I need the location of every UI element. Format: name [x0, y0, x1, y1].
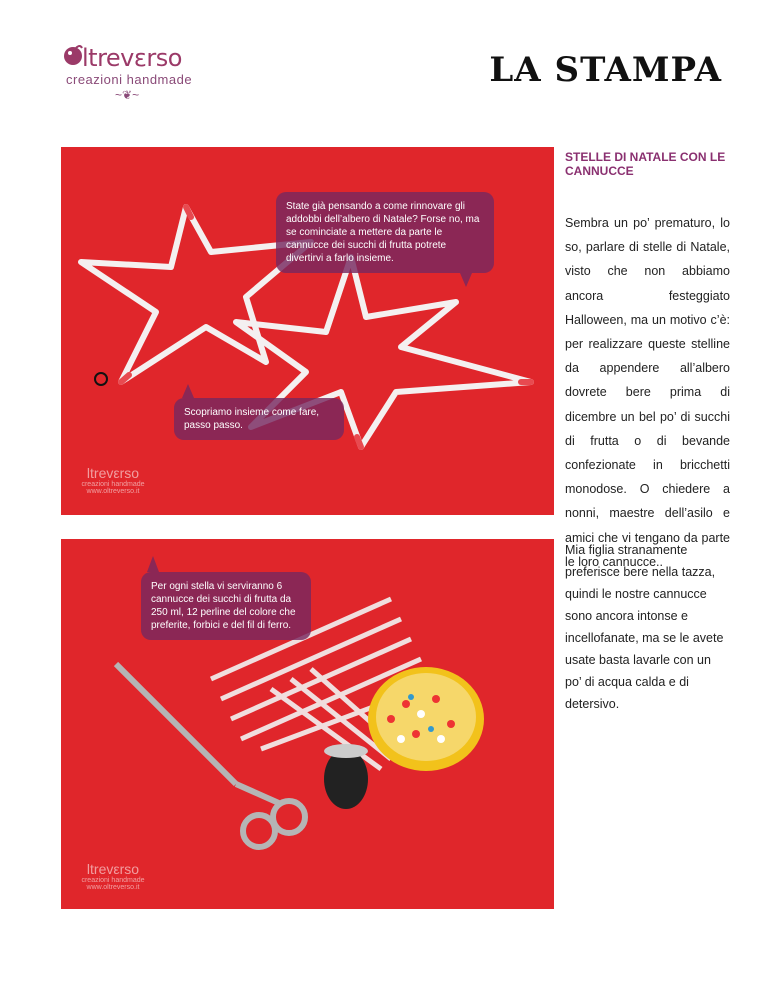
logo-mark-icon	[62, 42, 84, 70]
brand-logo	[60, 38, 210, 108]
photo-materials	[61, 539, 554, 909]
speech-bubble-step: Scopriamo insieme come fare, passo passo.	[174, 398, 344, 440]
photo-watermark	[73, 861, 153, 891]
speech-bubble-materials: Per ogni stella vi serviranno 6 cannucce dei succhi di frutta da 250 ml, 12 perline del colore che preferite, forbici e del fil di ferro.	[141, 572, 311, 640]
watermark-url: www.oltreverso.it	[86, 488, 140, 495]
newspaper-masthead: LA STAMPA	[489, 50, 722, 90]
watermark-tagline: creazioni handmade	[81, 481, 145, 488]
article-paragraph: Mia figlia stranamente preferisce bere nella tazza, quindi le nostre cannucce sono ancora intonse e incellofanate, ma se le avete usate basta lavarle con un po’ di acqua calda e di detersivo.	[565, 543, 724, 711]
brand-name: ltrevεrso	[82, 44, 182, 72]
article-paragraph: Sembra un po’ prematuro, lo so, parlare di stelle di Natale, visto che non abbiamo ancora festeggiato Halloween, ma un motivo c’è: per realizzare queste stelline da appendere all’albero dovrete bere prima di dicembre un bel po’ di succhi di frutta o di bevande confezionate in bricchetti monodose. O chiedere a nonni, maestre dell’asilo e amici che vi tengano da parte le loro cannucce..	[565, 216, 730, 569]
watermark-tagline: creazioni handmade	[81, 877, 145, 884]
speech-bubble-intro: State già pensando a come rinnovare gli addobbi dell’albero di Natale? Forse no, ma se cominciate a mettere da parte le cannucce dei succhi di frutta potrete divertirvi a farlo insieme.	[276, 192, 494, 273]
watermark-url: www.oltreverso.it	[86, 884, 140, 891]
article-title: STELLE DI NATALE CON LE CANNUCCE	[565, 150, 726, 178]
brand-tagline: creazioni handmade	[66, 72, 193, 87]
watermark-name: ltrevεrso	[86, 465, 140, 481]
photo-watermark	[73, 465, 153, 495]
watermark-name: ltrevεrso	[86, 861, 140, 877]
brand-flourish: ~❦~	[115, 88, 140, 102]
photo-straw-stars	[61, 147, 554, 515]
